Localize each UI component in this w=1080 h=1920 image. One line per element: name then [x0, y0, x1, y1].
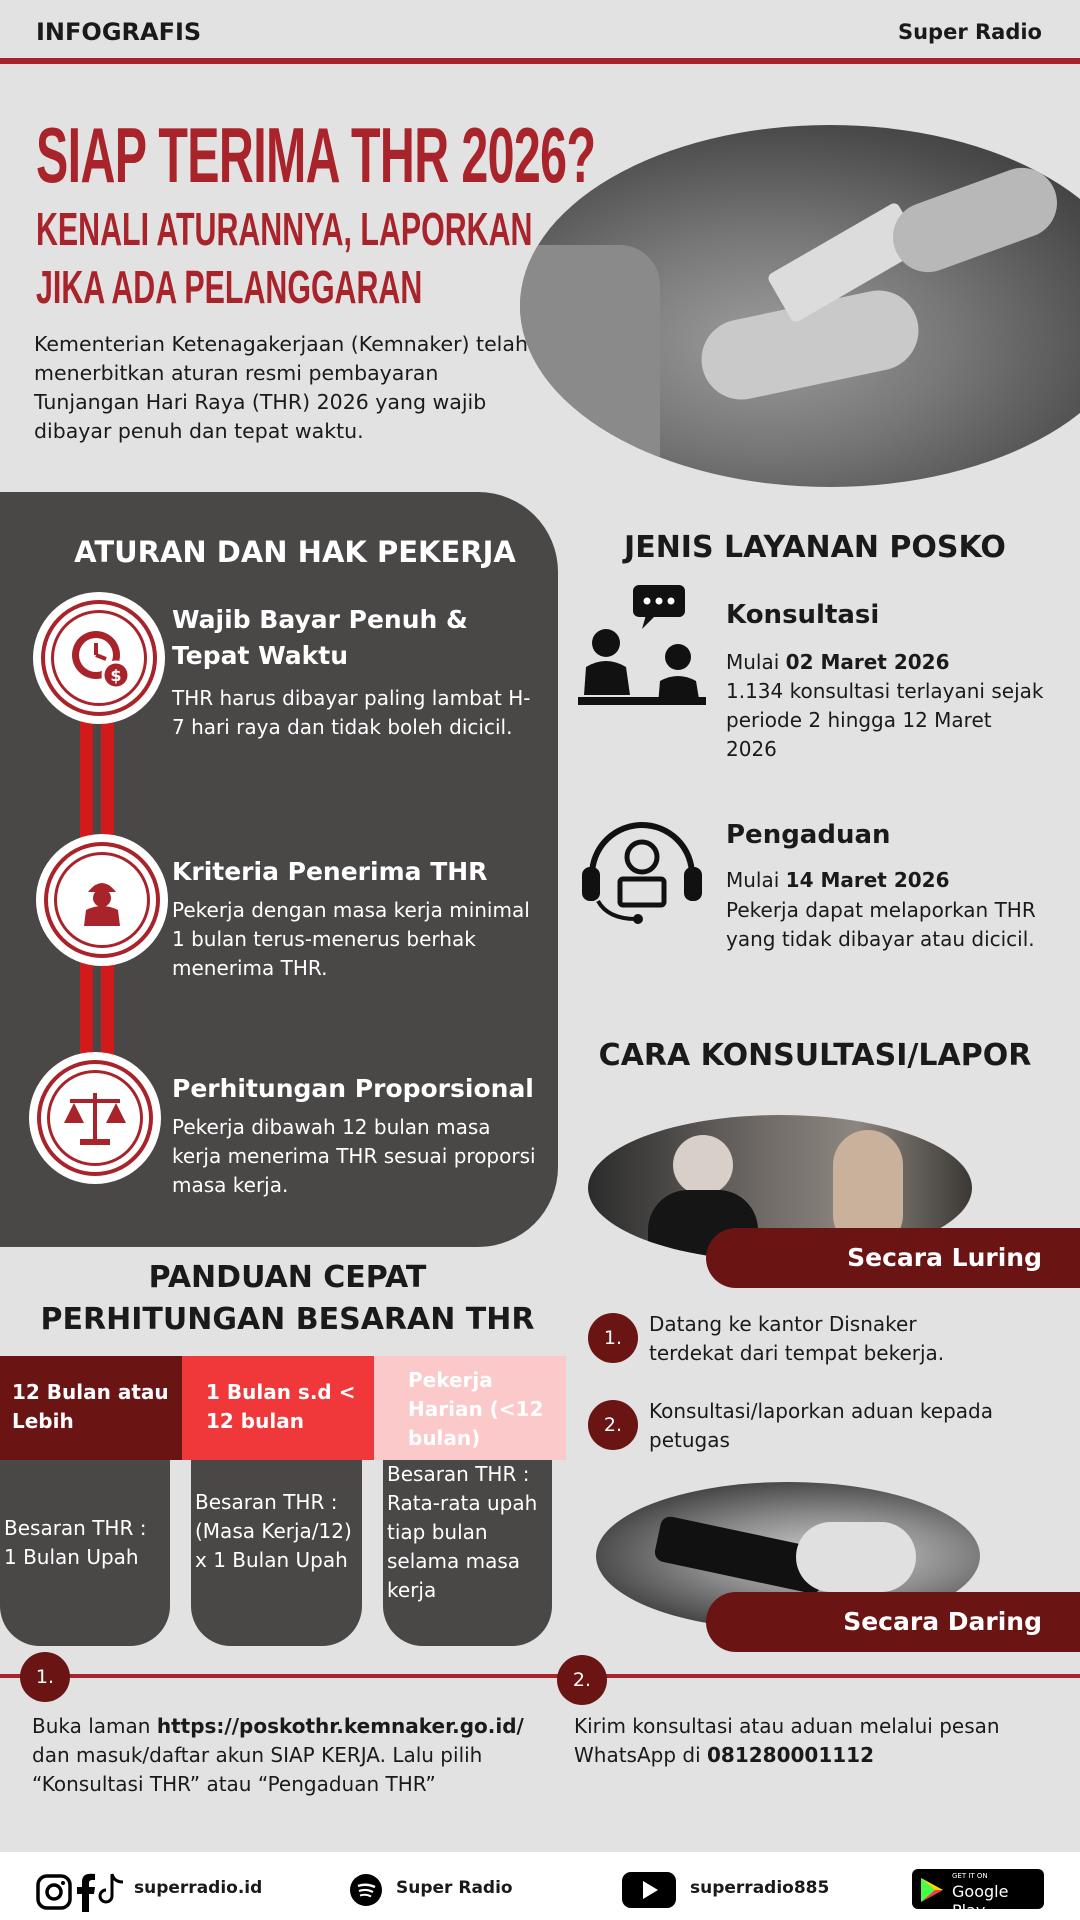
- play-store-icon: [920, 1877, 944, 1903]
- column-header: Pekerja Harian (<12 bulan): [374, 1356, 566, 1460]
- step-number: 2.: [557, 1655, 607, 1705]
- service-heading: Konsultasi: [726, 600, 880, 630]
- daring-label: Secara Daring: [706, 1592, 1080, 1652]
- spotify-label[interactable]: Super Radio: [396, 1878, 513, 1898]
- consultation-icon: [578, 585, 706, 723]
- rule-heading: Perhitungan Proporsional: [172, 1074, 534, 1103]
- rule-heading: Kriteria Penerima THR: [172, 857, 488, 886]
- clock-money-icon: [33, 592, 165, 724]
- spotify-icon[interactable]: [350, 1874, 382, 1910]
- service-text: Pekerja dapat melaporkan THR yang tidak dibayar atau dicicil.: [726, 898, 1036, 951]
- google-play-badge[interactable]: [912, 1869, 1044, 1920]
- youtube-label[interactable]: superradio885: [690, 1878, 830, 1898]
- column-body: Besaran THR : 1 Bulan Upah: [0, 1460, 170, 1646]
- column-body: Besaran THR : (Masa Kerja/12) x 1 Bulan Upah: [191, 1460, 362, 1646]
- rules-title: ATURAN DAN HAK PEKERJA: [74, 535, 516, 569]
- rule-text: THR harus dibayar paling lambat H-7 hari raya dan tidak boleh dicicil.: [172, 686, 531, 739]
- panduan-title: PANDUAN CEPAT PERHITUNGAN BESARAN THR: [40, 1260, 535, 1337]
- step-text: Datang ke kantor Disnaker terdekat dari tempat bekerja.: [649, 1312, 945, 1365]
- website-label[interactable]: superradio.id: [134, 1878, 263, 1898]
- header-divider: [0, 58, 1080, 64]
- subtitle: KENALI ATURANNYA, LAPORKAN JIKA ADA PELANGGARAN: [36, 203, 533, 313]
- intro-paragraph: Kementerian Ketenagakerjaan (Kemnaker) telah menerbitkan aturan resmi pembayaran Tunjangan Hari Raya (THR) 2026 yang wajib dibayar penuh dan tepat waktu.: [34, 332, 528, 443]
- column-header: 12 Bulan atau Lebih: [0, 1356, 182, 1460]
- worker-icon: [36, 834, 168, 966]
- youtube-icon[interactable]: [622, 1872, 676, 1912]
- step-number: 1.: [20, 1652, 70, 1702]
- posko-title: JENIS LAYANAN POSKO: [624, 530, 1006, 565]
- brand-name: Super Radio: [897, 20, 1042, 44]
- bottom-divider: [0, 1674, 1080, 1678]
- rule-heading: Wajib Bayar Penuh & Tepat Waktu: [172, 605, 468, 670]
- column-header: 1 Bulan s.d < 12 bulan: [182, 1356, 374, 1460]
- svg-text:$: $: [110, 666, 122, 685]
- daring-step-text: Buka laman https://poskothr.kemnaker.go.id/ dan masuk/daftar akun SIAP KERJA. Lalu pilih “Konsultasi THR” atau “Pengaduan THR”: [32, 1714, 524, 1796]
- daring-step-text: Kirim konsultasi atau aduan melalui pesan WhatsApp di 081280001112: [574, 1714, 1000, 1767]
- step-number: 1.: [588, 1313, 638, 1363]
- store-small-text: GET IT ON: [952, 1872, 988, 1880]
- main-title: SIAP TERIMA THR 2026?: [36, 111, 596, 199]
- service-date: Mulai 02 Maret 2026: [726, 650, 950, 674]
- store-big-text: Google Play: [952, 1882, 1009, 1920]
- tiktok-icon[interactable]: [96, 1872, 126, 1912]
- cara-title: CARA KONSULTASI/LAPOR: [598, 1038, 1032, 1073]
- service-date: Mulai 14 Maret 2026: [726, 868, 950, 892]
- luring-label: Secara Luring: [706, 1228, 1080, 1288]
- rule-text: Pekerja dengan masa kerja minimal 1 bulan terus-menerus berhak menerima THR.: [172, 898, 530, 980]
- service-text: 1.134 konsultasi terlayani sejak periode 2 hingga 12 Maret 2026: [726, 679, 1044, 761]
- step-number: 2.: [588, 1400, 638, 1450]
- rule-text: Pekerja dibawah 12 bulan masa kerja menerima THR sesuai proporsi masa kerja.: [172, 1115, 536, 1197]
- scale-icon: [29, 1052, 161, 1184]
- hands-envelope-photo: [520, 125, 1080, 487]
- headset-icon: [578, 815, 706, 929]
- facebook-icon[interactable]: [76, 1872, 96, 1916]
- column-body: Besaran THR : Rata-rata upah tiap bulan selama masa kerja: [383, 1460, 552, 1646]
- step-text: Konsultasi/laporkan aduan kepada petugas: [649, 1399, 993, 1452]
- infografis-label: INFOGRAFIS: [36, 18, 202, 46]
- service-heading: Pengaduan: [726, 820, 891, 850]
- instagram-icon[interactable]: [36, 1874, 72, 1914]
